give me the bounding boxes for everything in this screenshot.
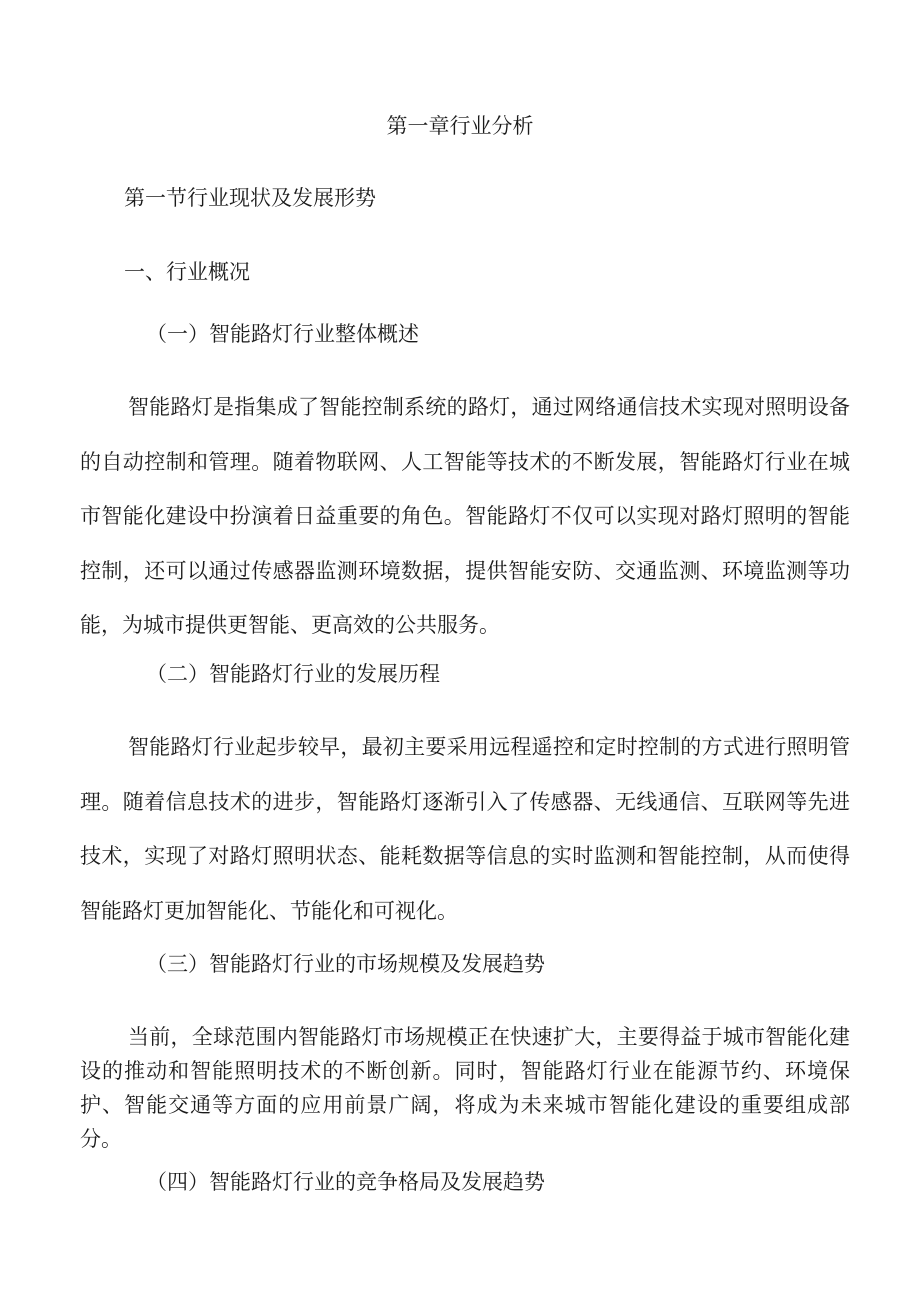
item-body-3: 当前，全球范围内智能路灯市场规模正在快速扩大，主要得益于城市智能化建设的推动和智能照明技术的不断创新。同时，智能路灯行业在能源节约、环境保护、智能交通等方面的应用前景广阔，将成为未来城市智能化建设的重要组成部分。 — [80, 1025, 850, 1151]
item-body-2: 智能路灯行业起步较早，最初主要采用远程遥控和定时控制的方式进行照明管理。随着信息技术的进步，智能路灯逐渐引入了传感器、无线通信、互联网等先进技术，实现了对路灯照明状态、能耗数据等信息的实时监测和智能控制，从而使得智能路灯更加智能化、节能化和可视化。 — [80, 735, 850, 923]
subsection-title: 一、行业概况 — [124, 260, 250, 284]
item-heading-1: （一）智能路灯行业整体概述 — [146, 322, 419, 346]
item-heading-2: （二）智能路灯行业的发展历程 — [146, 662, 440, 686]
item-heading-4: （四）智能路灯行业的竞争格局及发展趋势 — [146, 1170, 545, 1194]
item-body-1: 智能路灯是指集成了智能控制系统的路灯，通过网络通信技术实现对照明设备的自动控制和管理。随着物联网、人工智能等技术的不断发展，智能路灯行业在城市智能化建设中扮演着日益重要的角色。智能路灯不仅可以实现对路灯照明的智能控制，还可以通过传感器监测环境数据，提供智能安防、交通监测、环境监测等功能，为城市提供更智能、更高效的公共服务。 — [80, 395, 850, 637]
section-title: 第一节行业现状及发展形势 — [124, 186, 376, 210]
item-heading-3: （三）智能路灯行业的市场规模及发展趋势 — [146, 952, 545, 976]
chapter-title: 第一章行业分析 — [386, 114, 534, 138]
